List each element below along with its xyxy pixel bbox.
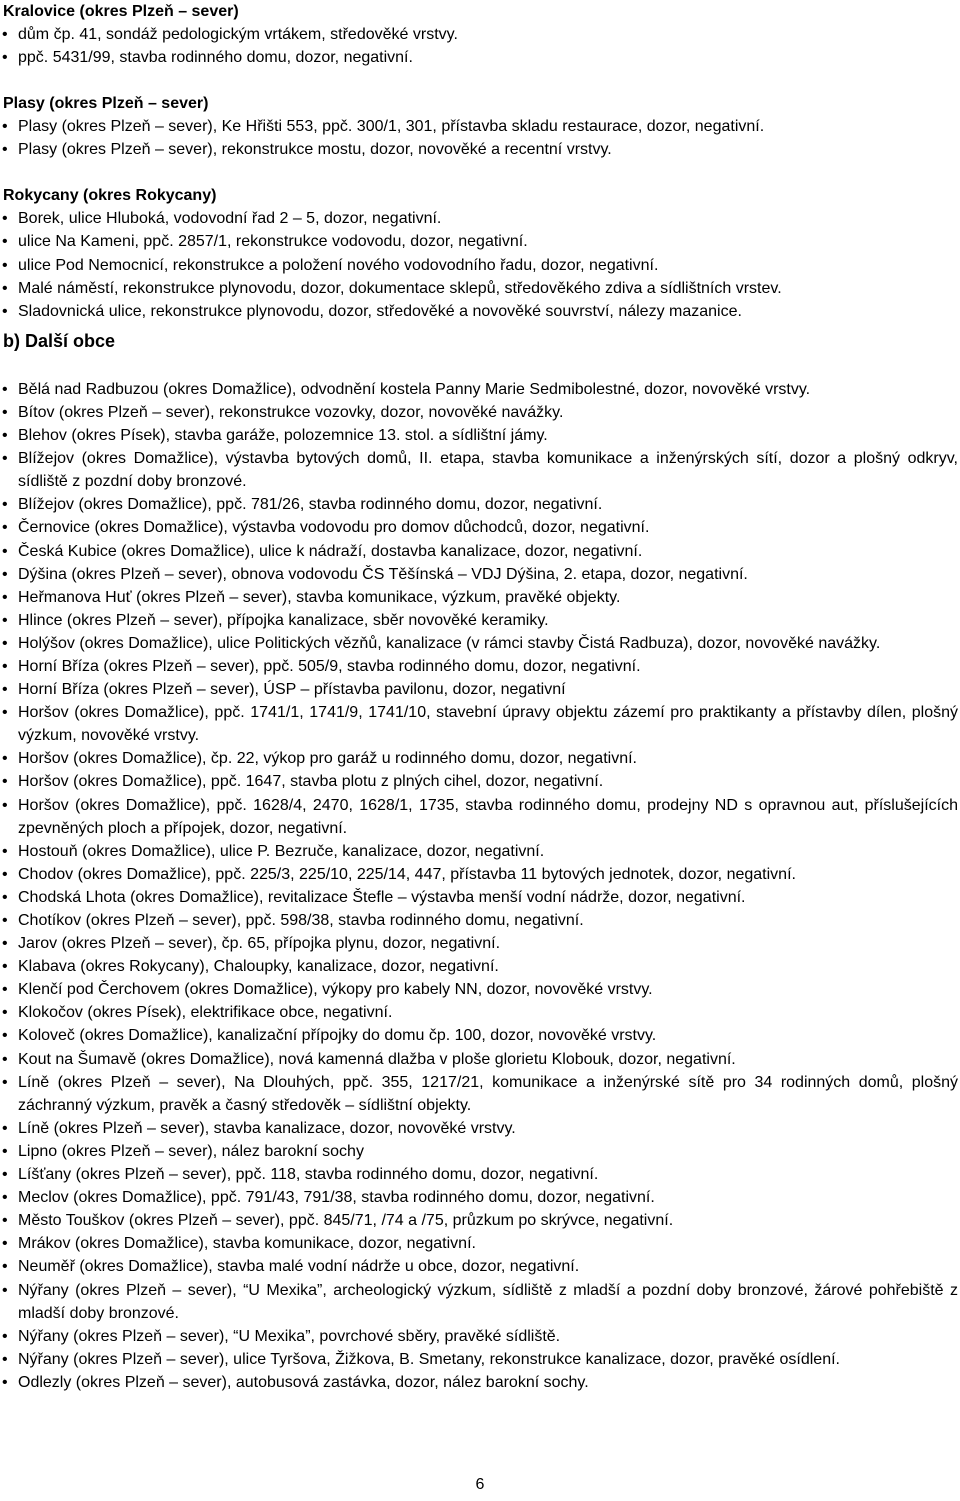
bullet: • [2, 681, 8, 699]
list-item-text: Černovice (okres Domažlice), výstavba vodovodu pro domov důchodců, dozor, negativní. [18, 519, 650, 537]
list-item [0, 1371, 958, 1394]
list-item [0, 886, 958, 909]
list-item-text: Nýřany (okres Plzeň – sever), ulice Tyršova, Žižkova, B. Smetany, rekonstrukce kanalizace, dozor, pravěké osídlení. [18, 1350, 840, 1368]
bullet: • [2, 842, 8, 860]
other-municipalities-heading: b) Další obce [3, 330, 116, 351]
list-item [0, 701, 958, 747]
bullet: • [2, 1212, 8, 1230]
bullet: • [2, 380, 8, 398]
list-item-text: Hlince (okres Plzeň – sever), přípojka kanalizace, sběr novověké keramiky. [18, 611, 549, 629]
list-item-text: Blehov (okres Písek), stavba garáže, polozemnice 13. stol. a sídlištní jámy. [18, 427, 548, 445]
list-item [0, 300, 958, 323]
list-item-text: Bítov (okres Plzeň – sever), rekonstrukce vozovky, dozor, novověké navážky. [18, 403, 564, 421]
list-item-text: Mrákov (okres Domažlice), stavba komunikace, dozor, negativní. [18, 1235, 476, 1253]
spacer [0, 161, 958, 184]
bullet: • [2, 1373, 8, 1391]
list-item-text: Blížejov (okres Domažlice), výstavba bytových domů, II. etapa, stavba komunikace a inženýrských sítí, dozor a plošný odkryv, sídliště z pozdní doby bronzové. [18, 450, 958, 491]
list-item [0, 23, 958, 46]
bullet: • [2, 704, 8, 722]
bullet: • [2, 773, 8, 791]
list-item [0, 1140, 958, 1163]
bullet: • [2, 256, 8, 274]
list-item-text: Koloveč (okres Domažlice), kanalizační přípojky do domu čp. 100, dozor, novověké vrstvy. [18, 1027, 657, 1045]
bullet: • [2, 1166, 8, 1184]
list-item [0, 840, 958, 863]
bullet: • [2, 141, 8, 159]
bullet: • [2, 542, 8, 560]
list-item [0, 678, 958, 701]
list-item [0, 115, 958, 138]
list-item-text: Kout na Šumavě (okres Domažlice), nová kamenná dlažba v ploše glorietu Klobouk, dozor, negativní. [18, 1050, 736, 1068]
bullet: • [2, 279, 8, 297]
bullet: • [2, 26, 8, 43]
list-item-text: Horní Bříza (okres Plzeň – sever), ÚSP – přístavba pavilonu, dozor, negativní [18, 681, 566, 699]
page-number: 6 [475, 1476, 485, 1493]
list-item-text: Klenčí pod Čerchovem (okres Domažlice), výkopy pro kabely NN, dozor, novověké vrstvy. [18, 981, 653, 999]
bullet: • [2, 427, 8, 445]
list-item [0, 978, 958, 1001]
bullet: • [2, 49, 8, 67]
bullet: • [2, 1235, 8, 1253]
list-item [0, 46, 958, 69]
list-item-text: Horšov (okres Domažlice), čp. 22, výkop pro garáž u rodinného domu, dozor, negativní. [18, 750, 637, 768]
list-item [0, 794, 958, 840]
list-item [0, 1163, 958, 1186]
bullet: • [2, 588, 8, 606]
list-item [0, 1024, 958, 1047]
bullet: • [2, 519, 8, 537]
list-item-text: Horšov (okres Domažlice), ppč. 1628/4, 2470, 1628/1, 1735, stavba rodinného domu, prodejny ND s opravnou aut, příslušejících zpevněných ploch a přípojek, dozor, negativní. [18, 796, 958, 837]
list-item [0, 1001, 958, 1024]
bullet: • [2, 611, 8, 629]
list-item-text: Líně (okres Plzeň – sever), stavba kanalizace, dozor, novověké vrstvy. [18, 1119, 516, 1137]
list-item [0, 863, 958, 886]
list-item [0, 586, 958, 609]
bullet: • [2, 403, 8, 421]
list-item-text: Blížejov (okres Domažlice), ppč. 781/26, stavba rodinného domu, dozor, negativní. [18, 496, 603, 514]
list-item [0, 1048, 958, 1071]
list-item [0, 770, 958, 793]
bullet: • [2, 1119, 8, 1137]
list-item-text: Klabava (okres Rokycany), Chaloupky, kanalizace, dozor, negativní. [18, 958, 499, 976]
bullet: • [2, 496, 8, 514]
list-item [0, 909, 958, 932]
bullet: • [2, 981, 8, 999]
bullet: • [2, 935, 8, 953]
list-item-text: Klokočov (okres Písek), elektrifikace obce, negativní. [18, 1004, 393, 1022]
list-item-text: Sladovnická ulice, rekonstrukce plynovodu, dozor, středověké a novověké souvrství, nálezy mazanice. [18, 302, 742, 320]
list-item [0, 1325, 958, 1348]
list-item-text: ppč. 5431/99, stavba rodinného domu, dozor, negativní. [18, 49, 413, 67]
list-item-text: Malé náměstí, rekonstrukce plynovodu, dozor, dokumentace sklepů, středověkého zdiva a sídlištních vrstev. [18, 279, 782, 297]
list-item [0, 447, 958, 493]
section-plasy [0, 92, 958, 161]
list-item [0, 632, 958, 655]
bullet: • [2, 1050, 8, 1068]
section-heading: Rokycany (okres Rokycany) [3, 187, 217, 205]
list-item-text: Dýšina (okres Plzeň – sever), obnova vodovodu ČS Těšínská – VDJ Dýšina, 2. etapa, dozor, negativní. [18, 565, 748, 583]
list-item-text: Jarov (okres Plzeň – sever), čp. 65, přípojka plynu, dozor, negativní. [18, 935, 501, 953]
list-item-text: Holýšov (okres Domažlice), ulice Politických vězňů, kanalizace (v rámci stavby Čistá Radbuza), dozor, novověké navážky. [18, 634, 881, 652]
list-item-text: ulice Na Kameni, ppč. 2857/1, rekonstrukce vodovodu, dozor, negativní. [18, 233, 528, 251]
bullet: • [2, 565, 8, 583]
list-item [0, 493, 958, 516]
list-item [0, 1209, 958, 1232]
bullet: • [2, 912, 8, 929]
bullet: • [2, 1350, 8, 1368]
list-item-text: Meclov (okres Domažlice), ppč. 791/43, 791/38, stavba rodinného domu, dozor, negativní. [18, 1189, 655, 1207]
list-item-text: Nýřany (okres Plzeň – sever), “U Mexika”, povrchové sběry, pravěké sídliště. [18, 1327, 561, 1345]
list-item [0, 747, 958, 770]
other-municipalities-list [0, 378, 958, 1394]
list-item [0, 1348, 958, 1371]
bullet: • [2, 750, 8, 768]
list-item-text: Borek, ulice Hluboká, vodovodní řad 2 – 5, dozor, negativní. [18, 210, 442, 228]
list-item-text: Lipno (okres Plzeň – sever), nález barokní sochy [18, 1142, 364, 1160]
list-item [0, 655, 958, 678]
list-item [0, 1255, 958, 1278]
bullet: • [2, 796, 8, 814]
bullet: • [2, 1142, 8, 1160]
bullet: • [2, 1281, 8, 1299]
list-item-text: Chodov (okres Domažlice), ppč. 225/3, 225/10, 225/14, 447, přístavba 11 bytových jednotek, dozor, negativní. [18, 865, 796, 883]
list-item-text: Heřmanova Huť (okres Plzeň – sever), stavba komunikace, výzkum, pravěké objekty. [18, 588, 621, 606]
section-heading: Kralovice (okres Plzeň – sever) [3, 3, 239, 20]
spacer [0, 359, 958, 378]
list-item [0, 277, 958, 300]
list-item-text: dům čp. 41, sondáž pedologickým vrtákem, středověké vrstvy. [18, 26, 458, 43]
bullet: • [2, 657, 8, 675]
list-item-text: Odlezly (okres Plzeň – sever), autobusová zastávka, dozor, nález barokní sochy. [18, 1373, 589, 1391]
list-item-text: Plasy (okres Plzeň – sever), rekonstrukce mostu, dozor, novověké a recentní vrstvy. [18, 141, 612, 159]
bullet: • [2, 302, 8, 320]
bullet: • [2, 1189, 8, 1207]
list-item-text: Chodská Lhota (okres Domažlice), revitalizace Štefle – výstavba menší vodní nádrže, dozor, negativní. [18, 888, 746, 906]
item-list [0, 207, 958, 322]
bullet: • [2, 233, 8, 251]
section-kralovice [0, 0, 958, 69]
list-item [0, 424, 958, 447]
list-item-text: Líně (okres Plzeň – sever), Na Dlouhých, ppč. 355, 1217/21, komunikace a inženýrské sítě pro 34 rodinných domů, plošný záchranný výzkum, pravěk a časný středověk – sídlištní objekty. [18, 1073, 958, 1114]
list-item [0, 378, 958, 401]
list-item-text: Horní Bříza (okres Plzeň – sever), ppč. 505/9, stavba rodinného domu, dozor, negativní. [18, 657, 641, 675]
list-item [0, 540, 958, 563]
list-item-text: ulice Pod Nemocnicí, rekonstrukce a položení nového vodovodního řadu, dozor, negativní. [18, 256, 659, 274]
bullet: • [2, 1027, 8, 1045]
list-item-text: Nýřany (okres Plzeň – sever), “U Mexika”, archeologický výzkum, sídliště z mladší a pozdní doby bronzové, žárové pohřebiště z mladší doby bronzové. [18, 1281, 958, 1322]
list-item [0, 609, 958, 632]
list-item-text: Chotíkov (okres Plzeň – sever), ppč. 598/38, stavba rodinného domu, negativní. [18, 912, 584, 929]
spacer [0, 69, 958, 92]
list-item-text: Horšov (okres Domažlice), ppč. 1741/1, 1741/9, 1741/10, stavební úpravy objektu zázemí pro praktikanty a přístavby dílen, plošný výzkum, novověké vrstvy. [18, 704, 958, 745]
list-item-text: Hostouň (okres Domažlice), ulice P. Bezruče, kanalizace, dozor, negativní. [18, 842, 545, 860]
list-item [0, 563, 958, 586]
bullet: • [2, 1004, 8, 1022]
list-item [0, 1279, 958, 1325]
list-item-text: Plasy (okres Plzeň – sever), Ke Hřišti 553, ppč. 300/1, 301, přístavba skladu restaurace, dozor, negativní. [18, 118, 765, 136]
list-item [0, 254, 958, 277]
item-list [0, 23, 958, 69]
list-item [0, 1071, 958, 1117]
list-item [0, 1232, 958, 1255]
section-heading: Plasy (okres Plzeň – sever) [3, 95, 209, 113]
list-item-text: Líšťany (okres Plzeň – sever), ppč. 118, stavba rodinného domu, dozor, negativní. [18, 1166, 599, 1184]
list-item [0, 1186, 958, 1209]
list-item-text: Neuměř (okres Domažlice), stavba malé vodní nádrže u obce, dozor, negativní. [18, 1258, 580, 1276]
list-item [0, 516, 958, 539]
section-rokycany [0, 184, 958, 322]
list-item [0, 1117, 958, 1140]
list-item [0, 955, 958, 978]
bullet: • [2, 888, 8, 906]
item-list [0, 115, 958, 161]
bullet: • [2, 1073, 8, 1091]
list-item-text: Horšov (okres Domažlice), ppč. 1647, stavba plotu z plných cihel, dozor, negativní. [18, 773, 604, 791]
bullet: • [2, 210, 8, 228]
bullet: • [2, 1258, 8, 1276]
bullet: • [2, 118, 8, 136]
list-item-text: Česká Kubice (okres Domažlice), ulice k nádraží, dostavba kanalizace, dozor, negativní. [18, 542, 643, 560]
bullet: • [2, 634, 8, 652]
bullet: • [2, 865, 8, 883]
list-item [0, 932, 958, 955]
list-item [0, 207, 958, 230]
list-item [0, 138, 958, 161]
list-item [0, 401, 958, 424]
bullet: • [2, 958, 8, 976]
list-item-text: Bělá nad Radbuzou (okres Domažlice), odvodnění kostela Panny Marie Sedmibolestné, dozor, novověké vrstvy. [18, 380, 811, 398]
list-item-text: Město Touškov (okres Plzeň – sever), ppč. 845/71, /74 a /75, průzkum po skrývce, negativní. [18, 1212, 674, 1230]
bullet: • [2, 450, 8, 468]
list-item [0, 230, 958, 253]
bullet: • [2, 1327, 8, 1345]
